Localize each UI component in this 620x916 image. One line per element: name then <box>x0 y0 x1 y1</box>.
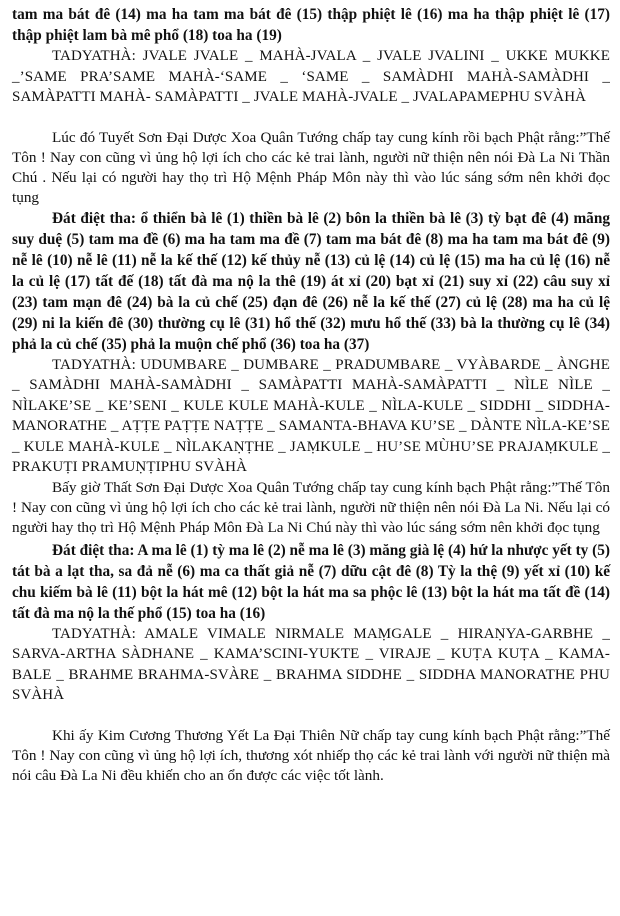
sanskrit-mantra-1: TADYATHÀ: JVALE JVALE _ MAHÀ-JVALA _ JVALE JVALINI _ UKKE MUKKE _’SAME PRA’SAME MAHÀ-‘SAME _ ‘SAME _ SAMÀDHI MAHÀ-SAMÀDHI _ SAMÀPATTI MAHÀ- SAMÀPATTI _ JVALE MAHÀ-JVALE _ JVALAPAMEPHU SVÀHÀ <box>12 48 610 105</box>
dharani-transliteration-2: Đát điệt tha: ổ thiển bà lê (1) thiền bà lê (2) bôn la thiền bà lê (3) tỳ bạt đê (4) mãng suy duệ (5) tam ma đề (6) ma ha tam ma đề (7) tam ma bát đê (8) ma ha tam ma bát đê (9) nễ lê (10) nễ lê (11) nễ la kế thế (12) kế thủy nễ (13) củ lệ (14) củ lệ (15) ma ha củ lệ (16) nễ la củ lệ (17) tất đế (18) tất đà ma nộ la thê (19) át xỉ (20) bạt xỉ (21) suy xỉ (22) câu suy xỉ (23) tam mạn đê (24) bà la củ chế (25) đạn đê (26) nễ la kế thế (27) củ lệ (28) ma ha củ lệ (29) ni la kiến đê (30) thường cụ lê (31) hổ thế (32) mưu hổ thế (33) bà la thường cụ lê (34) phả la củ chế (35) phả la muộn chế phổ (36) toa ha (37) <box>12 209 610 353</box>
dharani-transliteration-3: Đát điệt tha: A ma lê (1) tỳ ma lê (2) nễ ma lê (3) măng già lệ (4) hứ la nhược yết ty (5) tát bà a lạt tha, sa đả nễ (6) ma ca thất giả nễ (7) dữu cật đê (8) Tỳ la thệ (9) yết xỉ (10) kế chu kiếm bà lê (11) bột la hát mê (12) bột la hát ma sa phộc lê (13) bột la hát ma tất đề (14) tất đà ma nộ la thế phổ (15) toa ha (16) <box>12 541 610 622</box>
dharani-transliteration-continued: tam ma bát đê (14) ma ha tam ma bát đê (15) thập phiệt lê (16) ma ha thập phiệt lê (17) thập phiệt lam bà mê phổ (18) toa ha (19) <box>12 6 610 44</box>
narrative-paragraph-vajra-goddess: Khi ấy Kim Cương Thương Yết La Đại Thiên Nữ chấp tay cung kính bạch Phật rằng:”Thế Tôn ! Nay con cũng vì ủng hộ lợi ích, thương xót nhiếp thọ các kẻ trai lành với người nữ thiện mà nói câu Đà La Ni đều khiến cho an ổn được các việc tốt lành. <box>12 726 610 784</box>
narrative-paragraph-snow-mountain: Lúc đó Tuyết Sơn Đại Dược Xoa Quân Tướng chấp tay cung kính rồi bạch Phật rằng:”Thế Tôn ! Nay con cũng vì ủng hộ lợi ích cho các kẻ trai lành, người nữ thiện nên nói Đà La Ni Thần Chú . Nếu lại có người hay thọ trì Hộ Mệnh Pháp Môn này thì vào lúc sáng sớm nên khởi đọc tụng <box>12 128 610 206</box>
document-page <box>12 4 610 786</box>
narrative-paragraph-seven-mountain: Bấy giờ Thất Sơn Đại Dược Xoa Quân Tướng chấp tay cung kính bạch Phật rằng:”Thế Tôn ! Nay con cũng vì ủng hộ lợi ích cho các kẻ trai lành, người nữ thiện nên nói Đà La Ni. Nếu lại có người hay thọ trì Hộ Mệnh Pháp Môn Đà La Ni Chú này thì vào lúc sáng sớm nên khởi đọc tụng <box>12 478 610 536</box>
sanskrit-mantra-2: TADYATHÀ: UDUMBARE _ DUMBARE _ PRADUMBARE _ VYÀBARDE _ ÀNGHE _ SAMÀDHI MAHÀ-SAMÀDHI _ SAMÀPATTI MAHÀ-SAMÀPATTI _ NÌLE NÌLE _ NÌLAKE’SE _ KE’SENI _ KULE KULE MAHÀ-KULE _ NÌLA-KULE _ SIDDHI _ SIDDHA-MANORATHE _ AṬṬE PAṬṬE NAṬṬE _ SAMANTA-BHAVA KU’SE _ DÀNTE NÌLA-KE’SE _ KULE MAHÀ-KULE _ NÌLAKAṆṬHE _ JAṂKULE _ HU’SE MÙHU’SE PRAJAṂKULE _ PRAKUṬI PRAMUṆṬIPHU SVÀHÀ <box>12 356 610 475</box>
spacer <box>12 706 610 726</box>
spacer <box>12 108 610 128</box>
sanskrit-mantra-3: TADYATHÀ: AMALE VIMALE NIRMALE MAṂGALE _ HIRAṆYA-GARBHE _ SARVA-ARTHA SÀDHANE _ KAMA’SCINI-YUKTE _ VIRAJE _ KUṬA KUṬA _ KAMA-BALE _ BRAHME BRAHMA-SVÀRE _ BRAHMA SIDDHE _ SIDDHA MANORATHE PHU SVÀHÀ <box>12 625 610 703</box>
